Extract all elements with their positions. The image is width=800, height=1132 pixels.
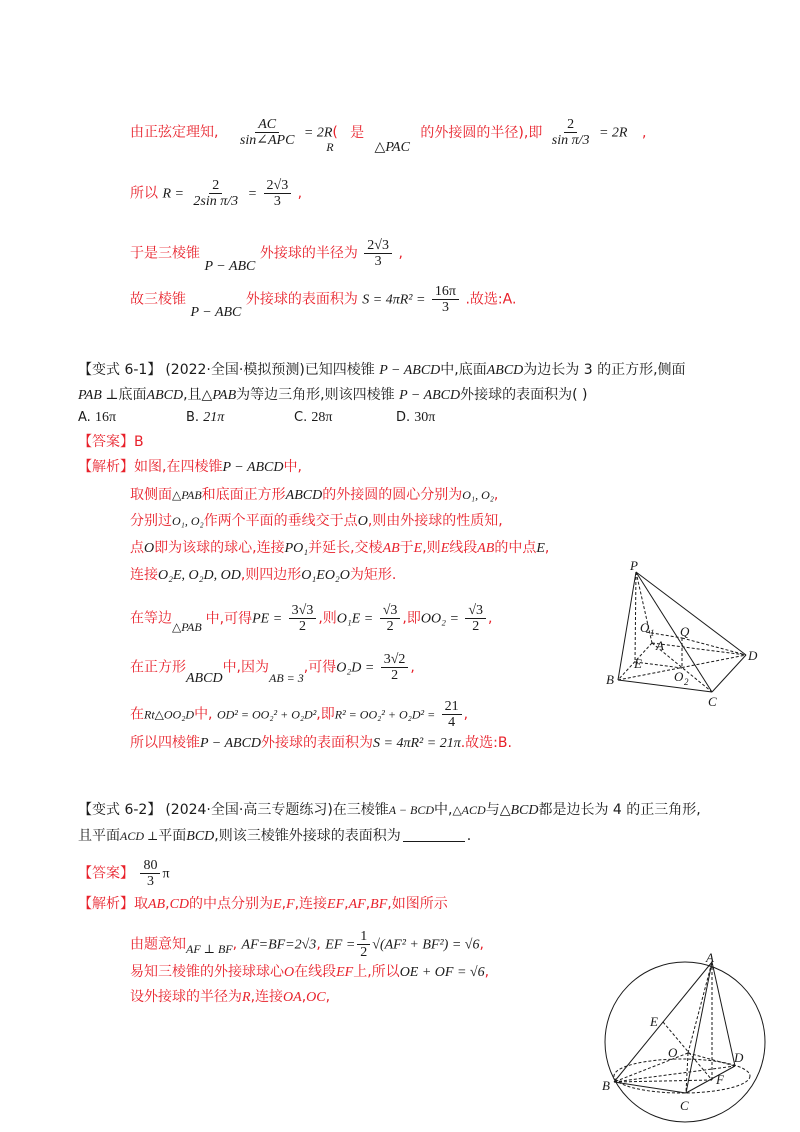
intro-text: ( [332, 124, 338, 141]
math: = 2R [303, 125, 333, 141]
q2-analysis-line-1 [78, 894, 448, 915]
math: √(AF² + BF²) = √6 [372, 937, 480, 953]
analysis-text: 在等边 [130, 610, 172, 627]
math: OD² = OO₂² + O₂D² [216, 707, 317, 722]
label-B: B [606, 672, 614, 687]
stem-text: 外接球的表面积为( ) [460, 387, 588, 403]
stem-text: 在三棱锥 [332, 802, 389, 818]
math: EF [336, 965, 354, 980]
intro-text: 故三棱锥 [130, 291, 186, 308]
math: P − ABC [190, 304, 242, 320]
edge-EO2 [635, 662, 682, 668]
fraction: $\frac{2√3}{3}$ [364, 238, 392, 269]
intro-text: 的外接圆的半径),即 [420, 124, 543, 141]
analysis-text: , [281, 896, 287, 912]
analysis-text: ,则四边形 [240, 567, 302, 583]
analysis-text: 在线段 [294, 964, 337, 980]
q1-analysis-line-3 [130, 511, 503, 532]
intro-line-3 [130, 238, 403, 274]
analysis-text: 如图,在四棱锥 [134, 459, 223, 475]
answer-value: B [134, 434, 144, 450]
stem-text: 且平面 [78, 828, 120, 844]
math: AB = 3 [269, 670, 304, 685]
fraction: $\frac{1}{2}$ [357, 929, 370, 960]
stem-text: 中, [434, 802, 453, 818]
math: O₁, O₂ [462, 488, 494, 502]
analysis-text: 上,所以 [353, 964, 400, 980]
analysis-text: ,可得 [303, 659, 337, 676]
analysis-text: 外接球的表面积为 [261, 735, 374, 751]
intro-text: 所以 [130, 185, 158, 202]
label-A: A [656, 638, 664, 653]
analysis-text: ,即 [316, 706, 335, 723]
answer-tag: 【答案】 [78, 865, 134, 882]
edge-BC [614, 1082, 686, 1093]
q1-stem-line-2 [78, 385, 588, 406]
label-E: E [634, 656, 642, 671]
math: EF [327, 897, 345, 912]
intro-text: , [398, 245, 403, 262]
analysis-text: , [463, 706, 469, 723]
intro-text: 由正弦定理知, [130, 124, 219, 141]
math: P − ABCD [222, 460, 284, 475]
edge-OD [682, 638, 746, 655]
q1-analysis-line-9 [130, 733, 512, 754]
fraction: $\frac{3√3}{2}$ [289, 603, 317, 634]
math: R [242, 990, 251, 1005]
analysis-text: 取 [134, 896, 148, 912]
stem-text: 已知四棱锥 [304, 362, 375, 378]
label-O1: O [640, 620, 650, 635]
option-c[interactable]: C. 28π [294, 410, 333, 425]
math: PAB ⊥ [78, 388, 119, 403]
analysis-text: 易知三棱锥的外接球球心 [130, 964, 284, 980]
intro-text: , [297, 185, 303, 202]
math: O [357, 514, 368, 529]
math: = 2R [598, 125, 628, 141]
analysis-text: , [301, 989, 307, 1005]
q1-analysis-line-8 [130, 699, 468, 730]
label-C: C [680, 1098, 689, 1113]
math: PE = [252, 611, 283, 627]
math: P − ABCD [379, 363, 441, 378]
analysis-text: 中,可得 [205, 610, 253, 627]
math: E [440, 541, 450, 556]
fraction: $\frac{√3}{2}$ [380, 603, 401, 634]
analysis-text: 中, [194, 706, 213, 723]
analysis-text: , [479, 936, 484, 953]
math: E [273, 897, 282, 912]
math: O₂E, O₂D, OD [158, 568, 241, 583]
label-O2: O [674, 669, 684, 684]
q1-options [78, 408, 435, 428]
math: BCD [186, 829, 215, 844]
math: S = 4πR² = [362, 292, 426, 308]
q1-analysis-line-2 [130, 485, 498, 506]
math: △BCD [499, 803, 539, 818]
stem-text: 中,底面 [440, 362, 487, 378]
analysis-text: 线段 [449, 540, 478, 556]
analysis-text: ,则 [318, 610, 337, 627]
q2-analysis-line-3 [130, 962, 489, 983]
math: △PAB [172, 488, 202, 502]
option-d[interactable]: D. 30π [396, 410, 436, 425]
intro-text: 外接球的半径为 [259, 245, 358, 262]
analysis-text: ,连接 [250, 989, 284, 1005]
option-b[interactable]: B. 21π [186, 410, 225, 425]
analysis-text: 点 [130, 540, 144, 556]
q1-analysis-line-7 [130, 652, 415, 686]
analysis-text: 的中点分别为 [189, 896, 274, 912]
math: OE + OF = √6 [399, 965, 485, 980]
analysis-text: 和底面正方形 [201, 487, 286, 503]
analysis-text: , [344, 896, 349, 912]
fraction: $\frac{16\pi}{3}$ [432, 284, 459, 315]
stem-text: ,则该三棱锥外接球的表面积为 [214, 828, 401, 844]
edge-BF [614, 1080, 712, 1082]
analysis-text: 的外接圆的圆心分别为 [322, 487, 463, 503]
math: O₂D = [336, 660, 375, 676]
analysis-text: , [544, 540, 550, 556]
math: P − ABC [204, 258, 256, 274]
q1-analysis-line-6 [130, 603, 493, 634]
analysis-text: 设外接球的半径为 [130, 989, 242, 1005]
analysis-text: 在 [130, 706, 144, 723]
label-D: D [748, 648, 758, 663]
question-tag: 【变式 6-2】 [78, 802, 162, 818]
intro-text: 是 [350, 124, 365, 141]
sphere-figure [600, 950, 770, 1125]
analysis-text: 中,因为 [222, 659, 270, 676]
analysis-text: , [325, 989, 331, 1005]
answer-pi: π [162, 866, 170, 882]
edge-AC [686, 962, 712, 1093]
analysis-text: 中, [283, 459, 302, 475]
math: = [247, 186, 258, 202]
math: O₁, O₂ [172, 514, 204, 528]
math: ABCD [285, 488, 323, 503]
analysis-text: , [484, 964, 490, 980]
math: A − BCD [388, 803, 434, 817]
math: OA [283, 990, 302, 1005]
fraction: $\frac{21}{4}$ [442, 699, 462, 730]
math: ABCD [146, 388, 184, 403]
answer-tag: 【答案】 [78, 434, 134, 450]
label-F: F [716, 1072, 724, 1087]
analysis-text: , [488, 610, 493, 627]
analysis-text: 由题意知 [130, 936, 186, 953]
analysis-text: , [232, 936, 238, 953]
analysis-text: ,则 [422, 540, 441, 556]
intro-text: 于是三棱锥 [130, 245, 200, 262]
analysis-text: , [493, 487, 499, 503]
math: R² = OO₂² + O₂D² = [334, 707, 436, 722]
analysis-text: , [316, 936, 321, 953]
math: AB [477, 541, 495, 556]
analysis-text: 在正方形 [130, 659, 186, 676]
math: P − ABCD [399, 388, 461, 403]
label-D: D [734, 1050, 744, 1065]
math: AB [382, 541, 400, 556]
intro-line-4 [130, 284, 517, 320]
math: O [144, 541, 155, 556]
analysis-tag: 【解析】 [78, 896, 134, 912]
math: E [413, 541, 423, 556]
math: OC [306, 990, 326, 1005]
analysis-text: 连接 [130, 567, 158, 583]
q1-analysis-line-4 [130, 538, 549, 559]
label-O: O [668, 1045, 678, 1060]
analysis-text: 取侧面 [130, 487, 172, 503]
math: O [284, 965, 295, 980]
analysis-text: .故选:B. [460, 735, 512, 751]
math: R = [162, 186, 184, 202]
fraction: $\frac{√3}{2}$ [465, 603, 486, 634]
analysis-text: 作两个平面的垂线交于点 [203, 513, 358, 529]
q1-answer [78, 432, 144, 452]
math: △PAB [201, 388, 237, 403]
analysis-text: 于 [399, 540, 414, 556]
option-a[interactable]: A. 16π [78, 410, 117, 425]
answer-fraction: $\frac{80}{3}$ [140, 858, 160, 889]
math: ACD ⊥ [120, 829, 159, 843]
math: O₁E = [336, 611, 374, 627]
q2-analysis-line-2 [130, 929, 484, 960]
analysis-text: ,即 [402, 610, 421, 627]
label-A: A [706, 950, 714, 965]
analysis-text: 并延长,交棱 [308, 540, 383, 556]
label-C: C [708, 694, 717, 709]
math: OO₂ = [420, 611, 459, 627]
q2-stem-line-2 [78, 826, 471, 847]
math: R [326, 139, 334, 154]
fraction: $\frac{2√3}{3}$ [264, 178, 292, 209]
stem-text: ,且 [183, 387, 202, 403]
math: S = 4πR² = 21π [373, 736, 461, 751]
analysis-text: , [410, 659, 415, 676]
analysis-text: 所以四棱锥 [130, 735, 200, 751]
edge-PD [636, 572, 746, 655]
stem-text: 为边长为 3 的正方形,侧面 [523, 362, 686, 378]
q2-analysis-line-4 [130, 987, 330, 1008]
analysis-text: 为矩形. [349, 567, 397, 583]
question-tag: 【变式 6-1】 [78, 362, 162, 378]
stem-text: 平面 [158, 828, 187, 844]
edge-PE [635, 572, 636, 662]
q2-stem-line-1 [78, 800, 701, 821]
math: AF [348, 897, 366, 912]
stem-text: 为等边三角形,则该四棱锥 [236, 387, 395, 403]
intro-text: 外接球的表面积为 [245, 291, 358, 308]
answer-blank[interactable] [403, 841, 465, 842]
analysis-text: , [365, 896, 371, 912]
math: PO₁ [284, 541, 309, 556]
math: EF = [325, 937, 356, 953]
fraction: $\frac{2}{\text{sin π/3}}$ [551, 117, 590, 148]
math: AF ⊥ BF [186, 941, 233, 956]
math: ABCD [486, 363, 524, 378]
label-O2-sub: 2 [684, 677, 689, 687]
math: BF [370, 897, 388, 912]
equator-back [614, 1059, 750, 1093]
intro-text: .故选:A. [465, 291, 517, 308]
stem-text: 底面 [118, 387, 147, 403]
stem-text: 与 [485, 802, 500, 818]
math: CD [169, 897, 190, 912]
fraction: $\frac{AC}{\text{sin∠APC}}$ [239, 117, 295, 148]
analysis-tag: 【解析】 [78, 459, 134, 475]
pyramid-figure [600, 560, 770, 710]
analysis-text: ,连接 [294, 896, 328, 912]
intro-text: , [641, 124, 647, 141]
analysis-text: 的中点 [494, 540, 537, 556]
analysis-text: ,如图所示 [387, 896, 448, 912]
math: △ACD [452, 803, 486, 817]
question-source: (2024·全国·高三专题练习) [165, 802, 333, 818]
math: △PAC [374, 139, 410, 155]
label-O1-sub: 1 [650, 628, 655, 638]
question-source: (2022·全国·模拟预测) [165, 362, 305, 378]
fraction: $\frac{3√2}{2}$ [381, 652, 409, 683]
stem-text: 都是边长为 4 的正三角形, [538, 802, 701, 818]
analysis-text: ,则由外接球的性质知, [367, 513, 503, 529]
q1-analysis-line-1 [78, 457, 302, 478]
math: AB [148, 897, 166, 912]
edge-BC [618, 680, 712, 692]
edge-OA [688, 962, 712, 1053]
analysis-text: 即为该球的球心,连接 [154, 540, 285, 556]
q1-stem-line-1 [78, 360, 686, 381]
math: F [286, 897, 295, 912]
label-B: B [602, 1078, 610, 1093]
q2-answer [78, 858, 170, 889]
fraction: $\frac{2}{\text{2sin π/3}}$ [193, 178, 239, 209]
analysis-text: 分别过 [130, 513, 172, 529]
math: O₁EO₂O [301, 568, 350, 583]
math: Rt△OO₂D [144, 707, 195, 722]
edge-AD [712, 962, 735, 1066]
intro-line-2 [130, 178, 302, 209]
math: △PAB [172, 619, 202, 634]
stem-text: . [466, 828, 472, 844]
math: AF=BF=2√3 [241, 937, 317, 953]
label-E: E [650, 1014, 658, 1029]
q1-analysis-line-5 [130, 565, 396, 586]
label-P: P [630, 560, 638, 573]
math: ABCD [186, 670, 223, 686]
analysis-text: , [165, 896, 170, 912]
math: E [536, 541, 545, 556]
math: P − ABCD [200, 736, 262, 751]
label-Q: Q [680, 624, 690, 639]
intro-line-1 [130, 117, 647, 155]
